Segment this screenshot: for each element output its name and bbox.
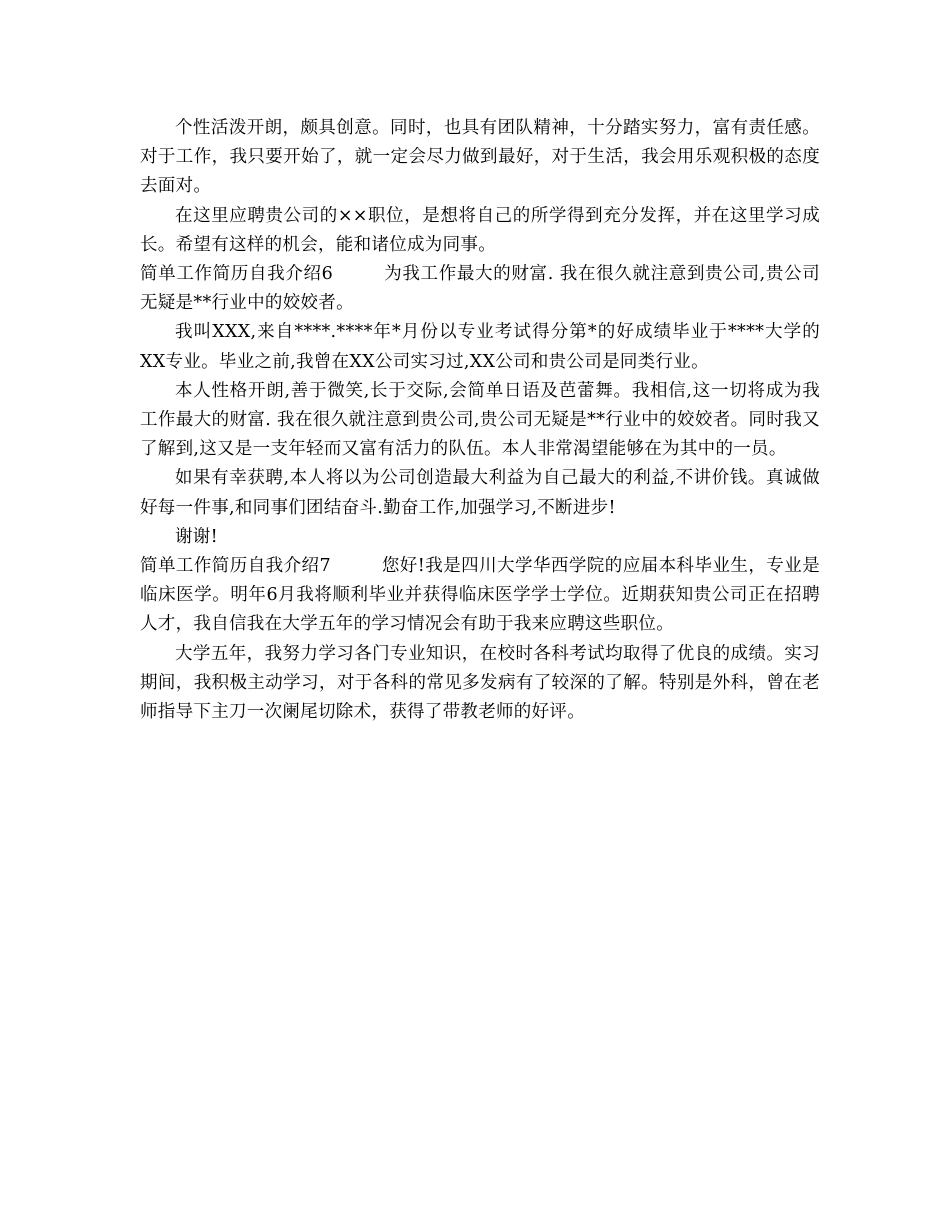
section-heading-6: 简单工作简历自我介绍6 <box>140 264 334 285</box>
paragraph-thanks: 谢谢! <box>175 526 218 547</box>
paragraph-character: 本人性格开朗,善于微笑,长于交际,会简单日语及芭蕾舞。我相信,这一切将成为我工作最大的财富. 我在很久就注意到贵公司,贵公司无疑是**行业中的姣姣者。同时我又了解到,这又是一支年轻而又富有活力的队伍。本人非常渴望能够在为其中的一员。 <box>140 380 820 460</box>
paragraph-section-6 <box>140 260 820 318</box>
document-page <box>140 114 820 727</box>
paragraph-section-7 <box>140 552 820 640</box>
paragraph-university: 大学五年，我努力学习各门专业知识，在校时各科考试均取得了优良的成绩。实习期间，我积极主动学习，对于各科的常见多发病有了较深的了解。特别是外科，曾在老师指导下主刀一次阑尾切除术，获得了带教老师的好评。 <box>140 643 820 723</box>
paragraph-introduction: 我叫XXX,来自****.****年*月份以专业考试得分第*的好成绩毕业于****大学的XX专业。毕业之前,我曾在XX公司实习过,XX公司和贵公司是同类行业。 <box>140 322 820 372</box>
paragraph-personality: 个性活泼开朗，颇具创意。同时，也具有团队精神，十分踏实努力，富有责任感。对于工作，我只要开始了，就一定会尽力做到最好，对于生活，我会用乐观积极的态度去面对。 <box>140 118 820 197</box>
section-6-text: 为我工作最大的财富. 我在很久就注意到贵公司,贵公司无疑是**行业中的姣姣者。 <box>140 264 820 314</box>
section-7-text: 您好!我是四川大学华西学院的应届本科毕业生，专业是临床医学。明年6月我将顺利毕业并获得临床医学学士学位。近期获知贵公司正在招聘人才，我自信我在大学五年的学习情况会有助于我来应聘这些职位。 <box>140 556 821 635</box>
paragraph-application: 在这里应聘贵公司的××职位，是想将自己的所学得到充分发挥，并在这里学习成长。希望有这样的机会，能和诸位成为同事。 <box>140 205 820 255</box>
section-heading-7: 简单工作简历自我介绍7 <box>140 556 331 577</box>
paragraph-commitment: 如果有幸获聘,本人将以为公司创造最大利益为自己最大的利益,不讲价钱。真诚做好每一件事,和同事们团结奋斗.勤奋工作,加强学习,不断进步! <box>140 468 820 518</box>
